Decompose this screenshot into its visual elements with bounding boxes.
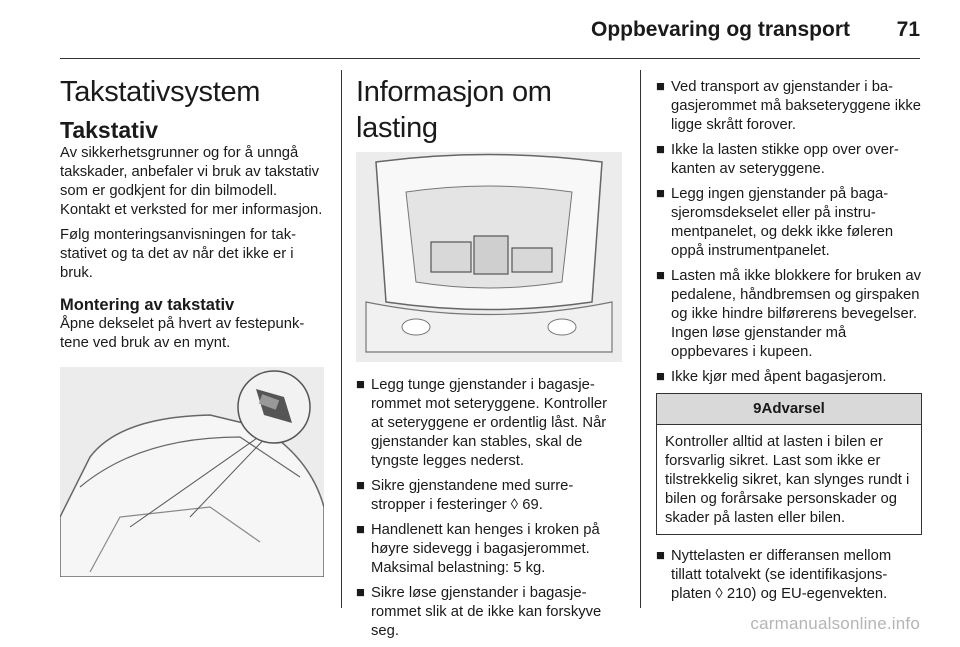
paragraph: Følg monteringsanvisningen for takstativet og ta det av når det ikke er i bruk. xyxy=(60,227,297,281)
car-roof-illustration xyxy=(60,367,324,577)
warning-header xyxy=(657,394,921,425)
page-title: Oppbevaring og transport xyxy=(590,18,850,41)
subsection-title-mounting: Montering av takstativ xyxy=(60,296,235,314)
watermark: carmanualsonline.info xyxy=(750,614,920,633)
page-number: 71 xyxy=(896,18,920,41)
warning-text: Kontroller alltid at lasten i bilen er forsvarlig sikret. Last som ikke er tilstrekkelig sikret, kan slynges rundt i bilen og forårsake personskader og skader på lasten eller bilen. xyxy=(665,434,910,526)
warning-title: Advarsel xyxy=(761,400,825,417)
payload-bullet-list xyxy=(656,547,922,604)
list-item: ■ Ikke kjør med åpent bagasjerom. xyxy=(656,369,887,385)
paragraph: Av sikkerhetsgrunner og for å unngå takskader, anbefaler vi bruk av takstativ som er godkjent for din bilmodell. Kontakt et verksted for mer informasjon. xyxy=(60,145,323,218)
list-item: ■ Nyttelasten er differansen mellom tillatt totalvekt (se identifikasjonsplaten ◊ 210) og EU-egenvekten. xyxy=(656,548,892,602)
column-2 xyxy=(356,70,622,647)
list-item: ■ Legg tunge gjenstander i bagasjerommet mot seteryggene. Kontroller at seteryggene er ordentlig låst. Når gjenstander kan stables, skal de tyngste legges nederst. xyxy=(356,377,608,469)
list-item: ■ Handlenett kan henges i kroken på høyre sidevegg i bagasjerommet. Maksimal belastning: 5 kg. xyxy=(356,522,600,576)
list-item: ■ Lasten må ikke blokkere for bruken av pedalene, håndbremsen og girspaken og ikke hindre bilførerens bevegelser. Ingen løse gjenstander må oppbevares i kupeen. xyxy=(656,268,922,360)
page-header xyxy=(60,18,920,44)
list-item: ■ Sikre løse gjenstander i bagasjerommet slik at de ikke kan forskyve seg. xyxy=(356,585,602,639)
column-divider-1 xyxy=(341,70,342,608)
paragraph: Åpne dekselet på hvert av festepunktene ved bruk av en mynt. xyxy=(60,316,305,351)
column-1 xyxy=(60,70,326,577)
open-trunk-illustration xyxy=(356,152,622,362)
warning-box xyxy=(656,393,922,535)
section-title-loading-info: Informasjon om lasting xyxy=(356,76,552,144)
list-item: ■ Ved transport av gjenstander i bagasjerommet må bakseteryggene ikke ligge skrått forover. xyxy=(656,79,922,133)
luggage-compartment-illustration xyxy=(356,152,622,362)
warning-icon: 9 xyxy=(753,400,762,417)
loading-bullet-list-continued xyxy=(656,78,922,387)
column-3 xyxy=(656,70,922,610)
list-item: ■ Legg ingen gjenstander på bagasjeromsdekselet eller på instrumentpanelet, og dekk ikke føleren oppå instrumentpanelet. xyxy=(656,186,894,259)
section-title-roof-rack-system: Takstativsystem xyxy=(60,76,261,108)
loading-bullet-list xyxy=(356,376,622,641)
list-item: ■ Sikre gjenstandene med surrestropper i festeringer ◊ 69. xyxy=(356,478,574,513)
subsection-title-roof-rack: Takstativ xyxy=(60,117,159,143)
roof-rack-mounting-illustration xyxy=(60,367,324,577)
list-item: ■ Ikke la lasten stikke opp over overkanten av seteryggene. xyxy=(656,142,899,177)
column-divider-2 xyxy=(640,70,641,608)
header-rule xyxy=(60,58,920,59)
